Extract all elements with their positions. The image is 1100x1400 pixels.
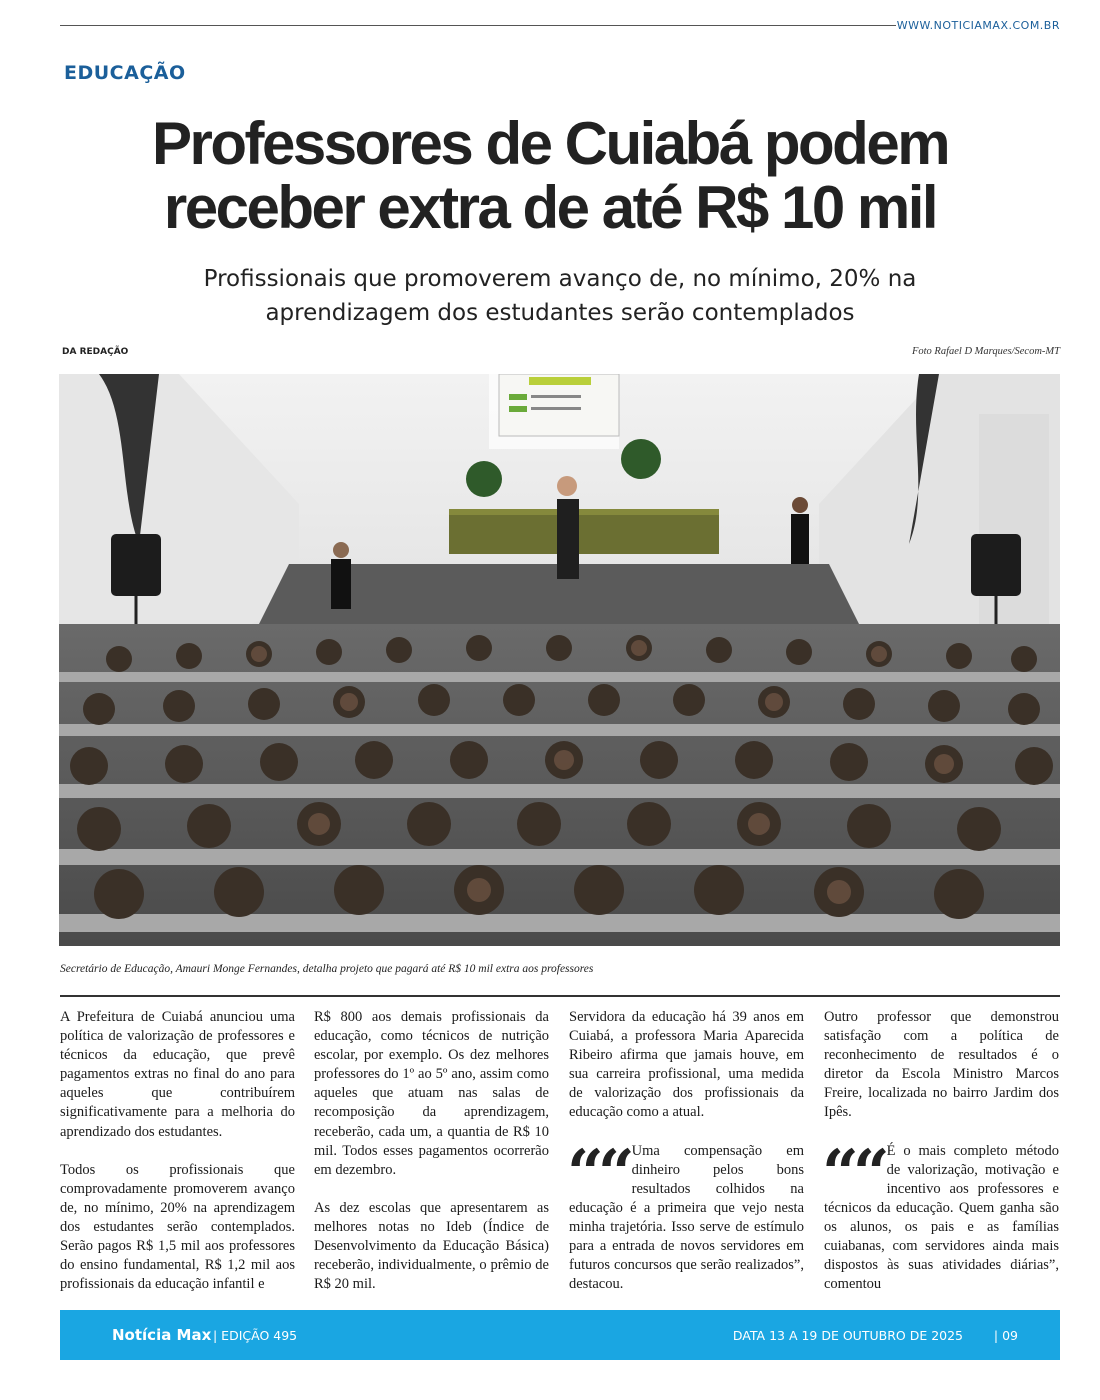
footer-page-number: | 09 — [993, 1328, 1018, 1343]
pull-quote — [567, 1135, 804, 1295]
article-column-3 — [569, 1008, 804, 1294]
quote-mark-icon: ““ — [822, 1135, 884, 1211]
subheadline — [0, 262, 1100, 330]
pull-quote — [822, 1135, 1059, 1295]
footer-brand: Notícia Max — [112, 1326, 212, 1344]
footer-bar — [60, 1310, 1060, 1360]
paragraph: Servidora da educação há 39 anos em Cuiabá, a professora Maria Aparecida Ribeiro afirma que jamais houve, em sua carreira profissional, uma medida de valorização dos profissionais da educação como a atual. — [569, 1009, 804, 1121]
auditorium-illustration — [59, 374, 1060, 946]
photo-credit: Foto Rafael D Marques/Secom-MT — [911, 346, 1060, 357]
headline-line-1: Professores de Cuiabá podem — [151, 110, 949, 177]
byline: DA REDAÇÃO — [62, 347, 129, 357]
article-column-4 — [824, 1008, 1059, 1294]
paragraph: Outro professor que demonstrou satisfação com a política de reconhecimento de resultados é o diretor da Escola Ministro Marcos Freire, localizada no bairro Jardim dos Ipês. — [824, 1009, 1059, 1121]
quote-mark-icon: ““ — [567, 1135, 629, 1211]
headline-line-2: receber extra de até R$ 10 mil — [163, 174, 937, 241]
quote-text: É o mais completo método de valorização, motivação e incentivo aos professores e técnicos da educação. Quem ganha são os alunos, os pais e as famílias cuiabanas, com servidores ainda mais dispostos às suas atividades diárias”, comentou — [824, 1142, 1059, 1293]
paragraph: As dez escolas que apresentarem as melhores notas no Ideb (Índice de Desenvolvimento da Educação Básica) receberão, individualmente, o prêmio de R$ 20 mil. — [314, 1199, 549, 1293]
quote-text: Uma compensação em dinheiro pelos bons resultados colhidos na educação é a primeira que vejo nesta minha trajetória. Isso serve de estímulo para a entrada de novos servidores em futuros concursos que serão realizados”, destacou. — [569, 1142, 804, 1293]
paragraph: R$ 800 aos demais profissionais da educação, como técnicos de nutrição escolar, por exemplo. Os dez melhores professores do 1º ao 5º ano, assim como aqueles que atuam nas salas de recomposição da aprendizagem, receberão, cada um, a quantia de R$ 10 mil. Todos esses pagamentos ocorrerão em dezembro. — [314, 1009, 549, 1178]
section-label: EDUCAÇÃO — [64, 62, 186, 84]
article-column-2 — [314, 1008, 549, 1313]
caption-rule — [60, 995, 1060, 997]
footer-date: DATA 13 A 19 DE OUTUBRO DE 2025 — [732, 1328, 963, 1343]
headline — [0, 112, 1100, 240]
photo-caption: Secretário de Educação, Amauri Monge Fernandes, detalha projeto que pagará até R$ 10 mil extra aos professores — [60, 963, 594, 975]
article-photo — [59, 374, 1060, 946]
subheadline-line-1: Profissionais que promoverem avanço de, no mínimo, 20% na — [203, 266, 917, 292]
paragraph: Todos os profissionais que comprovadamente promoverem avanço de, no mínimo, 20% na aprendizagem dos estudantes serão contemplados. Serão pagos R$ 1,5 mil aos professores do ensino fundamental, R$ 1,2 mil aos profissionais da educação infantil e — [60, 1161, 295, 1293]
header-rule — [60, 25, 896, 26]
site-url[interactable]: WWW.NOTICIAMAX.COM.BR — [896, 19, 1060, 32]
article-column-1 — [60, 1008, 295, 1313]
paragraph: A Prefeitura de Cuiabá anunciou uma política de valorização de professores e técnicos da educação, que prevê pagamentos extras no final do ano para aqueles que contribuírem significativamente para a melhoria do aprendizado dos estudantes. — [60, 1009, 295, 1140]
subheadline-line-2: aprendizagem dos estudantes serão contemplados — [265, 300, 855, 326]
footer-edition: | EDIÇÃO 495 — [213, 1328, 298, 1343]
